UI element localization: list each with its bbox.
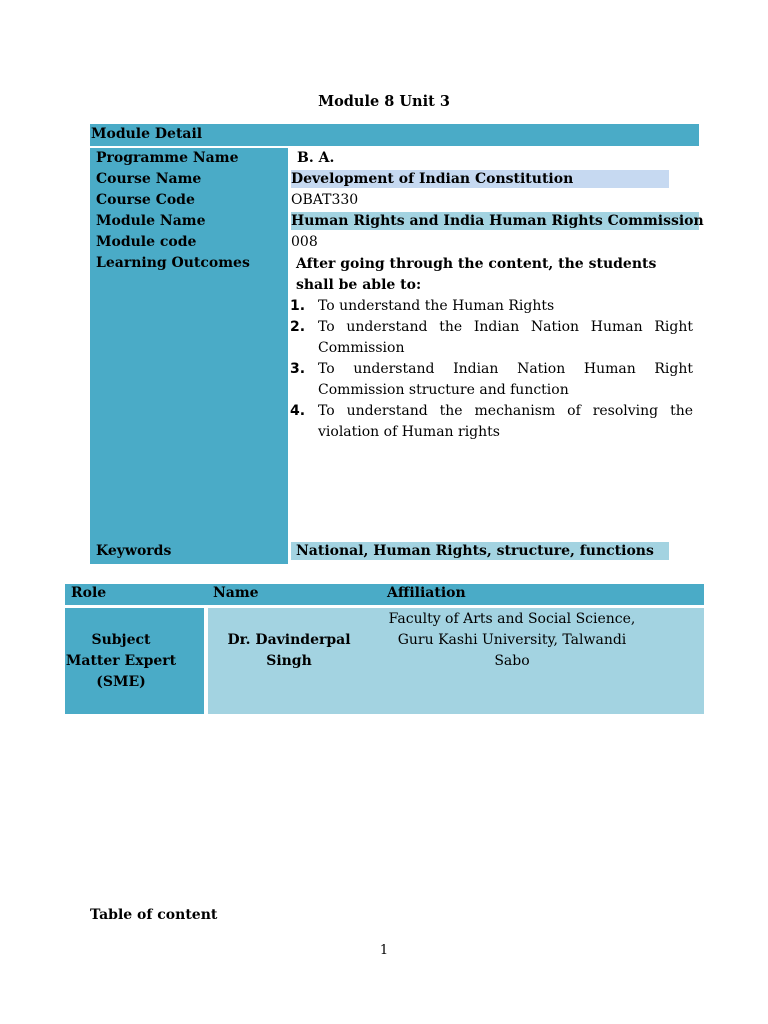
label-programme-name: Programme Name: [96, 150, 239, 166]
label-module-name: Module Name: [96, 213, 206, 229]
learning-outcomes-list: [290, 296, 693, 443]
list-number: 3.: [290, 361, 306, 377]
module-detail-header-label: Module Detail: [91, 126, 203, 142]
label-course-code: Course Code: [96, 192, 195, 208]
list-number: 1.: [290, 298, 306, 314]
role-value: Subject Matter Expert (SME): [65, 632, 177, 690]
list-number: 4.: [290, 403, 306, 419]
list-text: To understand the mechanism of resolving the violation of Human rights: [318, 403, 693, 440]
header-name: Name: [213, 585, 259, 601]
role-table-header: [65, 584, 704, 605]
table-of-content-heading: Table of content: [90, 907, 218, 923]
affiliation-value: Faculty of Arts and Social Science, Guru Kashi University, Talwandi Sabo: [388, 611, 636, 669]
page-number: 1: [379, 943, 389, 958]
learning-outcomes-intro: After going through the content, the students shall be able to:: [296, 256, 657, 293]
list-text: To understand the Indian Nation Human Right Commission: [318, 319, 693, 356]
label-learning-outcomes: Learning Outcomes: [96, 255, 250, 271]
list-text: To understand the Human Rights: [318, 298, 555, 314]
list-item: [290, 296, 693, 317]
label-course-name: Course Name: [96, 171, 202, 187]
module-detail-header: [90, 124, 699, 146]
value-course-name: Development of Indian Constitution: [291, 171, 574, 187]
value-keywords: National, Human Rights, structure, functions: [296, 543, 654, 559]
header-affiliation: Affiliation: [387, 585, 466, 601]
value-programme-name: B. A.: [297, 150, 335, 166]
module-detail-label-column: [90, 148, 288, 564]
list-item: [290, 317, 693, 359]
label-module-code: Module code: [96, 234, 197, 250]
label-keywords: Keywords: [96, 543, 172, 559]
value-course-code: OBAT330: [291, 192, 359, 208]
header-role: Role: [71, 585, 107, 601]
list-item: [290, 359, 693, 401]
value-module-name: Human Rights and India Human Rights Commission: [291, 213, 704, 229]
name-value: Dr. Davinderpal Singh: [227, 632, 351, 669]
list-text: To understand Indian Nation Human Right Commission structure and function: [318, 361, 693, 398]
value-module-code: 008: [291, 234, 318, 250]
list-number: 2.: [290, 319, 306, 335]
document-title: Module 8 Unit 3: [318, 93, 450, 110]
list-item: [290, 401, 693, 443]
